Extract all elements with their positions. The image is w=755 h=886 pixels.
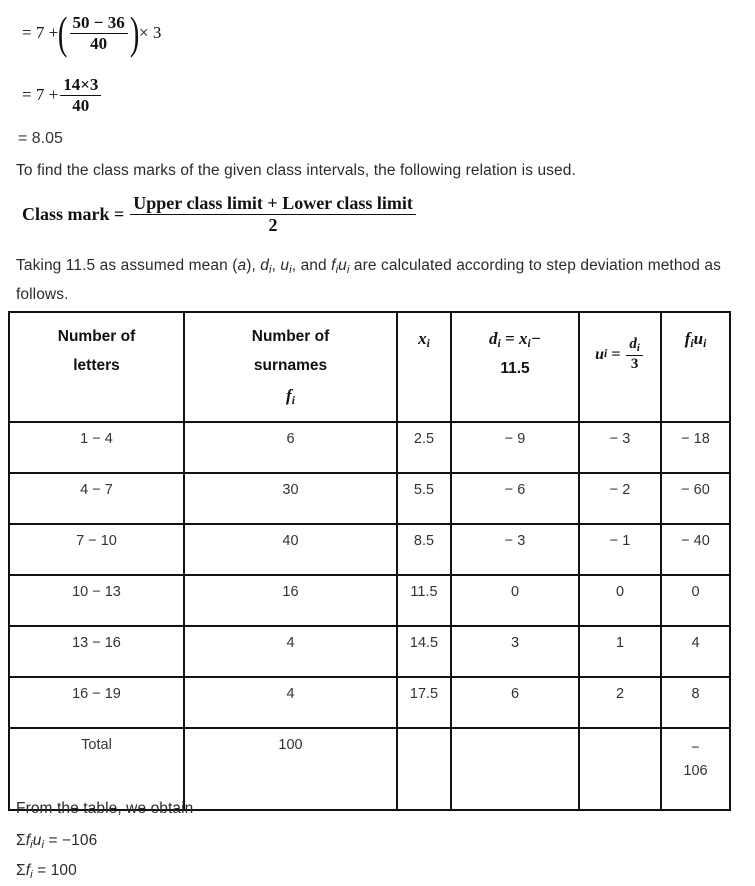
equation-line-3-result: = 8.05 <box>18 130 63 147</box>
cell-ui: 0 <box>579 575 661 626</box>
cell-total-surnames: 100 <box>184 728 397 810</box>
cell-total-xi <box>397 728 451 810</box>
cell-xi: 14.5 <box>397 626 451 677</box>
class-mark-numerator: Upper class limit + Lower class limit <box>130 194 416 215</box>
cell-letters: 1 − 4 <box>9 422 184 473</box>
header-ui-fraction <box>626 337 643 373</box>
header-fi-sub: i <box>291 394 295 408</box>
cell-total-fiui-line1: − <box>691 740 700 756</box>
header-fiui-usub: i <box>703 337 707 351</box>
header-ui-usub: i <box>604 348 608 361</box>
taking-var-u-sub: i <box>289 264 292 277</box>
cell-fiui: − 60 <box>661 473 730 524</box>
sum-fiui-u: u <box>32 832 42 849</box>
header-ui-den: 3 <box>630 356 639 373</box>
cell-xi: 5.5 <box>397 473 451 524</box>
cell-surnames: 6 <box>184 422 397 473</box>
fraction-2-denominator: 40 <box>72 95 90 115</box>
cell-surnames: 40 <box>184 524 397 575</box>
fraction-1-numerator: 50 − 36 <box>70 14 128 34</box>
right-paren: ) <box>129 7 140 59</box>
taking-part-2: ), <box>246 257 261 274</box>
cell-letters: 4 − 7 <box>9 473 184 524</box>
header-xi-x: x <box>418 329 427 348</box>
header-number-of-surnames <box>184 312 397 422</box>
cell-xi: 8.5 <box>397 524 451 575</box>
left-paren: ( <box>58 7 68 59</box>
header-fiui <box>661 312 730 422</box>
header-di-eq: = <box>500 329 519 348</box>
cell-letters: 13 − 16 <box>9 626 184 677</box>
cell-xi: 2.5 <box>397 422 451 473</box>
table-row <box>9 575 730 626</box>
cell-surnames: 4 <box>184 677 397 728</box>
sum-fi-sigma: Σ <box>16 862 26 879</box>
cell-fiui: 0 <box>661 575 730 626</box>
taking-var-u: u <box>280 257 290 274</box>
cell-surnames: 4 <box>184 626 397 677</box>
header-letters-line1: Number of <box>57 328 136 345</box>
cell-ui: − 2 <box>579 473 661 524</box>
table-header-row <box>9 312 730 422</box>
taking-var-d-sub: i <box>269 264 272 277</box>
header-surnames-fi <box>188 380 393 412</box>
taking-part-3: , <box>271 257 281 274</box>
cell-fiui: 4 <box>661 626 730 677</box>
from-table-text: From the table, we obtain <box>16 800 194 817</box>
taking-var-u2-sub: i <box>346 264 350 277</box>
table-row <box>9 473 730 524</box>
taking-var-a: a <box>237 257 247 274</box>
class-mark-denominator: 2 <box>268 214 278 235</box>
table-row <box>9 626 730 677</box>
sum-fi-f: f <box>25 862 31 879</box>
sum-fi-line <box>16 857 77 886</box>
taking-part-1: Taking 11.5 as assumed mean ( <box>16 257 238 274</box>
cell-total-fiui-line2: 106 <box>683 763 708 780</box>
taking-var-d: d <box>260 257 269 274</box>
cell-di: 6 <box>451 677 579 728</box>
taking-var-f: f <box>331 257 336 274</box>
sum-fiui-sigma: Σ <box>16 832 26 849</box>
header-di-value: 11.5 <box>500 359 530 377</box>
cell-surnames: 16 <box>184 575 397 626</box>
header-ui-math <box>595 337 645 373</box>
header-ui-num-sub: i <box>636 342 640 355</box>
equation-line-1-trailing: × 3 <box>139 23 162 43</box>
header-di-x: x <box>518 329 528 348</box>
table-row <box>9 524 730 575</box>
taking-assumed-mean-text <box>16 252 732 308</box>
cell-letters: 7 − 10 <box>9 524 184 575</box>
header-fiui-f: f <box>684 329 691 348</box>
cell-fiui: − 40 <box>661 524 730 575</box>
header-di-xsub: i <box>527 337 531 351</box>
cell-fiui: 8 <box>661 677 730 728</box>
sum-fiui-value: = −106 <box>44 832 98 849</box>
sum-fi-value: = 100 <box>32 862 77 879</box>
cell-fiui: − 18 <box>661 422 730 473</box>
header-ui-num <box>626 337 643 356</box>
cell-total-di <box>451 728 579 810</box>
cell-xi: 11.5 <box>397 575 451 626</box>
header-fiui-u: u <box>693 329 704 348</box>
header-di-minus: − <box>530 329 541 348</box>
class-mark-formula <box>22 194 418 235</box>
header-xi-math <box>418 329 430 351</box>
sum-fi-fsub: i <box>30 869 33 882</box>
header-number-of-letters <box>9 312 184 422</box>
table-row <box>9 677 730 728</box>
header-di-math <box>455 323 575 355</box>
cell-di: 0 <box>451 575 579 626</box>
cell-xi: 17.5 <box>397 677 451 728</box>
cell-letters: 16 − 19 <box>9 677 184 728</box>
cell-di: 3 <box>451 626 579 677</box>
step-deviation-table <box>8 311 731 811</box>
equation-line-1-lead: = 7 + <box>22 23 59 43</box>
table-body <box>9 422 730 810</box>
header-di <box>451 312 579 422</box>
intro-text: To find the class marks of the given class intervals, the following relation is used. <box>16 162 576 179</box>
cell-ui: 2 <box>579 677 661 728</box>
header-ui <box>579 312 661 422</box>
taking-part-5: are calculated according to step deviation method as follows. <box>16 257 721 303</box>
cell-ui: − 1 <box>579 524 661 575</box>
header-fiui-fsub: i <box>690 337 694 351</box>
taking-var-f-sub: i <box>335 264 339 277</box>
header-fi-f: f <box>286 386 292 406</box>
header-di-dsub: i <box>497 337 501 351</box>
cell-surnames: 30 <box>184 473 397 524</box>
sum-fiui-line <box>16 827 97 856</box>
cell-di: − 9 <box>451 422 579 473</box>
cell-total-ui <box>579 728 661 810</box>
equation-line-1 <box>22 7 162 59</box>
cell-di: − 6 <box>451 473 579 524</box>
cell-total-label: Total <box>9 728 184 810</box>
taking-var-u2: u <box>338 257 347 274</box>
header-letters-line2: letters <box>73 356 120 374</box>
sum-fiui-f: f <box>25 832 31 849</box>
header-surnames-line2: surnames <box>253 356 328 374</box>
header-xi <box>397 312 451 422</box>
equation-line-2-lead: = 7 + <box>22 85 59 105</box>
class-mark-fraction <box>130 194 416 235</box>
fraction-1-denominator: 40 <box>90 33 108 53</box>
fraction-1 <box>70 14 128 53</box>
header-xi-sub: i <box>426 337 430 351</box>
sum-fiui-fsub: i <box>30 839 33 852</box>
fraction-2 <box>60 76 101 115</box>
header-ui-num-d: d <box>629 336 637 352</box>
cell-di: − 3 <box>451 524 579 575</box>
cell-letters: 10 − 13 <box>9 575 184 626</box>
cell-total-fiui <box>661 728 730 810</box>
cell-ui: 1 <box>579 626 661 677</box>
table-row <box>9 422 730 473</box>
class-mark-label: Class mark = <box>22 203 125 224</box>
header-ui-u: u <box>595 346 605 364</box>
equation-line-2 <box>22 76 103 115</box>
header-fiui-math <box>684 329 707 351</box>
taking-part-4: , and <box>291 257 332 274</box>
fraction-2-numerator: 14×3 <box>60 76 101 96</box>
header-di-d: d <box>489 329 498 348</box>
sum-fiui-usub: i <box>41 839 45 852</box>
cell-ui: − 3 <box>579 422 661 473</box>
header-ui-eq: = <box>611 346 621 364</box>
header-surnames-line1: Number of <box>251 328 330 345</box>
